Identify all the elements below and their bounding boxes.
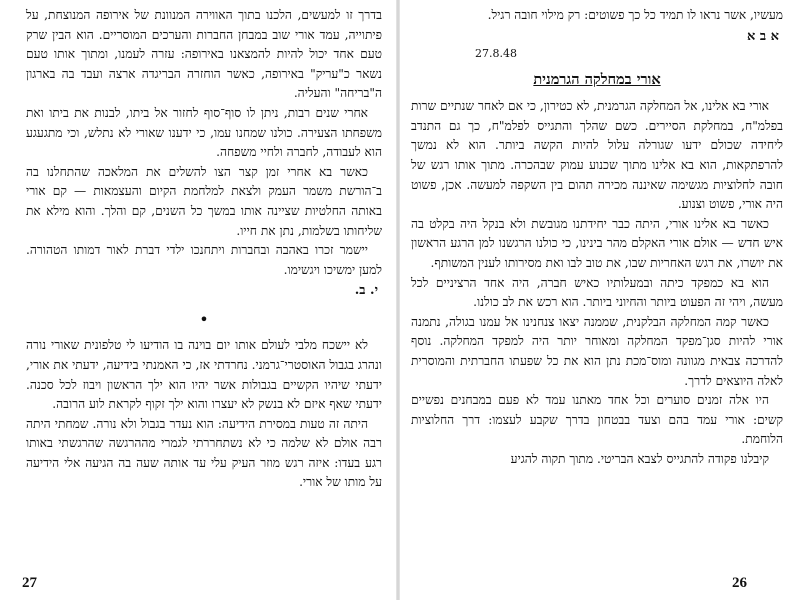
left-paragraph-4: יישמר זכרו באהבה ובחברות ויתחנכו ילדי דברת לאור דמותו הטהורה. למען ימשיכו ויגשימו.: [26, 243, 382, 277]
left-paragraph-1: בדרך זו למעשים, הלכנו בתוך האווירה המנוונת של אירופה המנוצחת, על פיתוייה, עמד אורי שוב במבחן החברות והערכים המוסריים. הוא הבין שרק טעם אחד יכול להיות להמצאנו באירופה: עזרה לעמנו, ומתוך אותו טעם נשאר כ"עריק" באירופה, כאשר הוחזרה הבריגדה ארצה ועבד בה בארגון ה"בריחה" והעליה.: [26, 8, 382, 101]
right-paragraph-3: הוא בא כמפקד כיתה ובמעלותיו כאיש חברה, היה אחד הרציניים לכל מעשה, ויהי זה הפעוט ביותר והחיוני ביותר. הוא רכש את לב כולנו.: [411, 275, 783, 310]
page-number-left: 27: [22, 575, 37, 591]
right-page: [399, 0, 799, 600]
right-signature: א ב א: [746, 28, 779, 44]
signature-date: 27.8.48: [475, 46, 517, 60]
left-page-text: [26, 6, 382, 493]
right-paragraph-2: כאשר בא אלינו אורי, היתה כבר יחידתנו מגובשת ולא בנקל היה בקלט בה איש חדש — אולם אורי האקלם מהר בינינו, כי כולנו הרגשנו למן הרגע הראשון את יושרו, את רגש האחריות שבו, את טוב לבו ואת מסירותו לענין המשותף.: [411, 216, 783, 270]
left-paragraph-6: היתה זה טעות במסירת הידיעה: הוא נעדר בגבול ולא נורה. שמחתי היתה רבה אולם לא שלמה כי לא נשתחררתי לגמרי מההרגשה שהרגשתי באותו רגע בעדו: איזה רגש מוזר העיק עלי עד אותה שעה בה הגיעה אלי הידיעה על מותו של אורי.: [26, 416, 382, 490]
right-paragraph-1: אורי בא אלינו, אל המחלקה הגרמנית, לא כטירון, כי אם לאחר שנתיים שרות בפלמ"ח, במחלקת הסיירים. כשם שהלך והתגייס לפלמ"ח, כך גם התנדב ליחידה שכולם ידעו שגורלה עלול להיות הקשה ביותר. הוא לא נמשך להרפתקאות, הוא בא אלינו מתוך שכנוע עמוק שבהכרה. מתוך אותו רגש של חובה לחלוציות מגשימה שאיננה מכירה תהום בין השקפה למעשה. אכן, פשוט היה אורי, פשוט וצנוע.: [411, 99, 783, 212]
right-intro-paragraph: מעשיו, אשר נראו לו תמיד כל כך פשוטים: רק מילוי חובה רגיל.: [487, 8, 783, 22]
left-paragraph-3: כאשר בא אחרי זמן קצר הצו להשלים את המלאכה שהתחלנו בה ב־הורשת משמר העמק ולצאת למלחמת הקיום והעצמאות — קם אורי באותה החלטיות שציינה אותו במשך כל השנים, קם והלך. והוא מילא את שליחותו בשלמות, נתן את חייו.: [26, 164, 382, 238]
right-paragraph-4: כאשר קמה המחלקה הבלקנית, שממנה יצאו צנחנינו אל עמנו בגולה, נתמנה אורי להיות סגן־מפקד המחלקה ומאוחר יותר היה למפקד המחלקה. נוסף להדרכה צבאית מגוונה ומוס־מכת נתן הוא את כל שפעתו החברתית והמוסרית לאלה היוצאים לדרך.: [411, 314, 783, 388]
left-page: [0, 0, 397, 600]
right-paragraph-5: היו אלה זמנים סוערים וכל אחד מאתנו עמד לא פעם במבחנים נפשיים קשים: אורי עמד בהם וצעד בבטחון בדרך שקבע לעצמו: דרך החלוציות הלוחמת.: [411, 393, 783, 447]
section-heading: אורי במחלקה הגרמנית: [533, 70, 661, 88]
left-signature: י. ב.: [354, 283, 378, 299]
page-number-right: 26: [732, 575, 747, 591]
right-page-text: [411, 6, 783, 469]
section-separator-bullet: •: [199, 310, 209, 330]
right-paragraph-6: קיבלנו פקודה להתגייס לצבא הבריטי. מתוך תקוה להגיע: [510, 451, 769, 466]
left-paragraph-5: לא יישכח מלבי לעולם אותו יום בוינה בו הודיעו לי טלפונית שאורי נורה ונהרג בגבול האוסטרי־גרמני. נחרדתי אז, כי האמנתי בידיעה, ידעתי את אורי, ידעתי שיהיו הקשיים בגבולות אשר יהיו הוא ילך הראשון ויבוז לכל סכנה. ידעתי שאף איזם לא בנשק לא יעצרו והוא ילך זקוף לקראת לוע הרובה.: [26, 338, 382, 412]
left-paragraph-2: אחרי שנים רבות, ניתן לו סוף־סוף לחזור אל ביתו, לבנות את ביתו ואת משפחתו הצעירה. כולנו שמחנו עמו, כי ידענו שאורי לא נתלש, וכי מתגעגע הוא לעבודה, לחברה ולחיי משפחה.: [26, 105, 382, 160]
